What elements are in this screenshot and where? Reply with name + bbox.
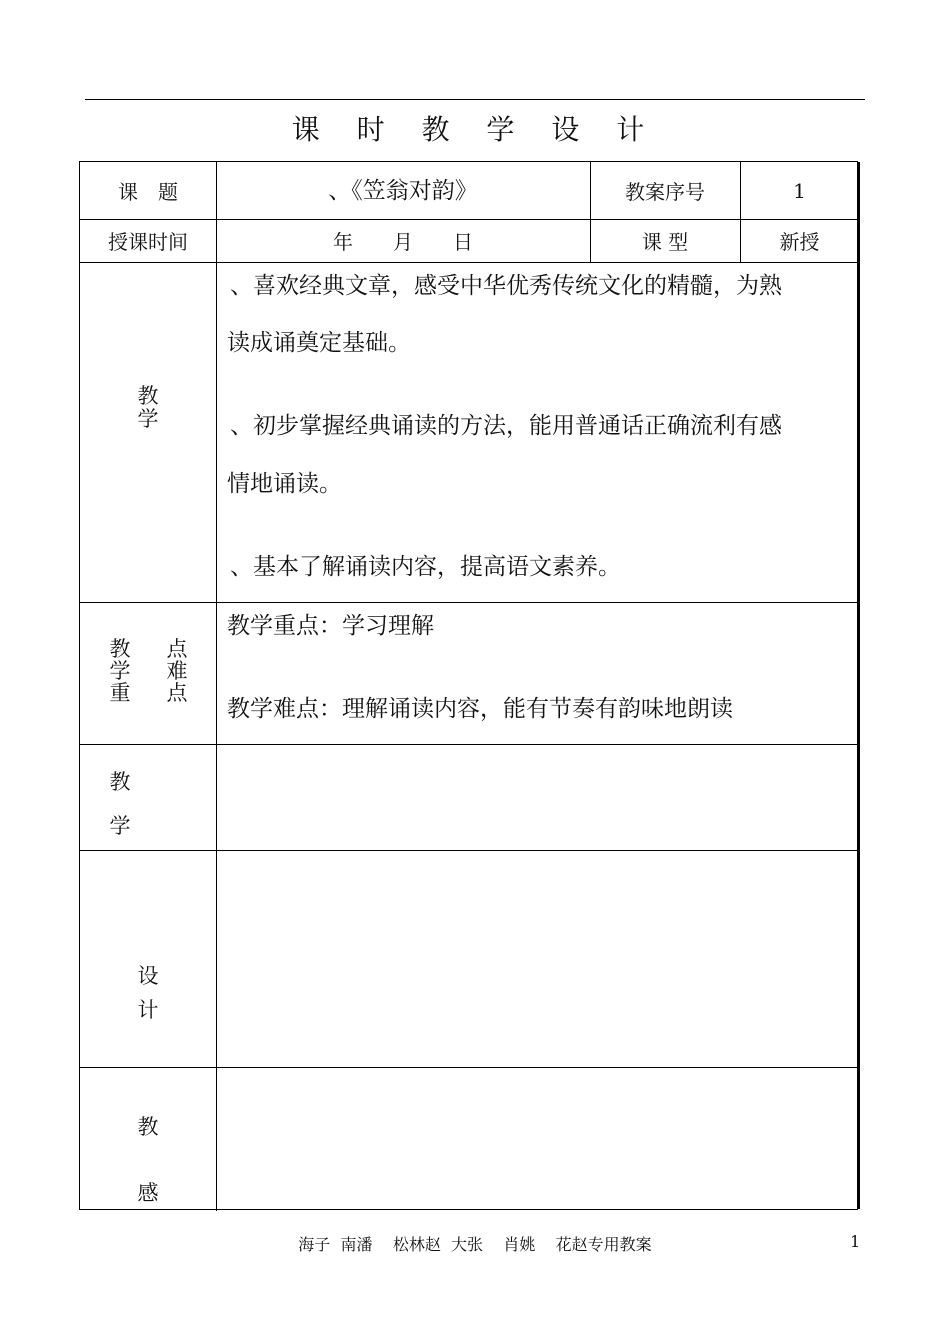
topic-label: 课 题: [118, 180, 178, 204]
topic-value: 、《笠翁对韵》: [328, 177, 478, 204]
objective-line: 、喜欢经典文章，感受中华优秀传统文化的精髓，为熟: [230, 273, 782, 299]
reflection-label-char: 感: [137, 1181, 159, 1205]
time-value: 年 月 日: [333, 230, 473, 254]
teaching-difficulty: 教学难点：理解诵读内容，能有节奏有韵味地朗读: [227, 696, 733, 722]
time-label: 授课时间: [108, 230, 188, 254]
key-points-label-char: 点: [166, 637, 188, 661]
column-divider: [216, 162, 217, 1211]
key-points-label-col2: [165, 638, 189, 704]
design-label-char: 设: [137, 964, 159, 988]
key-points-label-char: 难: [166, 659, 188, 683]
row-divider: [80, 262, 857, 263]
teaching-label-char: 学: [109, 814, 131, 838]
row-divider: [80, 1067, 857, 1068]
key-points-label-col1: [108, 638, 132, 704]
objectives-label-char: 教: [137, 384, 159, 408]
reflection-label-char: 教: [137, 1115, 159, 1139]
objective-line: 、基本了解诵读内容，提高语文素养。: [230, 554, 621, 580]
type-label: 课 型: [641, 230, 689, 254]
plan-number-value: 1: [793, 178, 806, 203]
teaching-focus: 教学重点：学习理解: [227, 613, 434, 639]
row-divider: [80, 602, 857, 603]
top-rule: [85, 99, 865, 100]
design-label-char: 计: [137, 998, 159, 1022]
row-divider: [80, 744, 857, 745]
teaching-label-char: 教: [109, 770, 131, 794]
type-value: 新授: [779, 230, 820, 254]
key-points-label-char: 点: [166, 681, 188, 705]
row-divider: [80, 850, 857, 851]
objectives-label-char: 学: [137, 407, 159, 431]
plan-number-label: 教案序号: [625, 180, 705, 204]
footer-text: 海子 南潘 松林赵 大张 肖姚 花赵专用教案: [298, 1235, 652, 1254]
page-number: 1: [850, 1232, 861, 1251]
objective-line: 读成诵奠定基础。: [227, 330, 411, 356]
key-points-label-char: 教: [109, 637, 131, 661]
reflection-label: [136, 1094, 160, 1226]
key-points-label-char: 重: [109, 681, 131, 705]
teaching-label: [108, 760, 132, 848]
document-title: 课 时 教 学 设 计: [291, 113, 659, 146]
objective-line: 情地诵读。: [227, 471, 342, 497]
design-label: [136, 959, 160, 1027]
key-points-label-char: 学: [109, 659, 131, 683]
table-right-shadow: [858, 162, 860, 1209]
lesson-plan-table: [79, 161, 858, 1210]
objective-line: 、初步掌握经典诵读的方法，能用普通话正确流利有感: [230, 413, 782, 439]
objectives-label: [136, 385, 160, 431]
